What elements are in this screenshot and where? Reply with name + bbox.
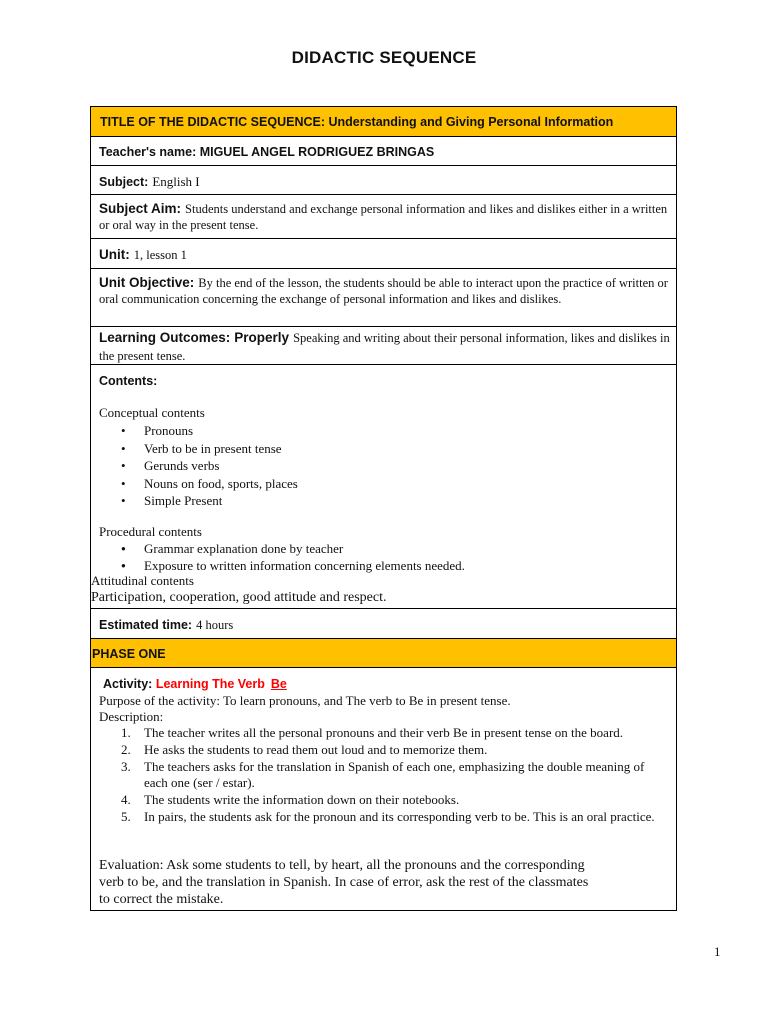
activity-steps-list <box>121 725 661 826</box>
estimated-time-row <box>91 609 676 639</box>
step-number: 5. <box>121 809 131 825</box>
activity-heading <box>103 677 287 691</box>
contents-label: Contents: <box>99 374 158 388</box>
list-item: • Pronouns <box>121 422 298 440</box>
unit-objective-row <box>91 269 676 327</box>
list-item: • Verb to be in present tense <box>121 440 298 458</box>
subject-label: Subject: <box>99 175 149 189</box>
subject-row <box>91 166 676 195</box>
unit-label: Unit: <box>99 247 130 262</box>
step-text: The teachers asks for the translation in Spanish of each one, emphasizing the double meaning of each one (ser / estar). <box>144 759 645 790</box>
list-item <box>121 792 661 808</box>
learning-outcomes-label: Learning Outcomes: <box>99 330 231 345</box>
attitudinal-contents-label: Attitudinal contents <box>91 573 194 588</box>
page-number: 1 <box>714 944 721 959</box>
page-title: DIDACTIC SEQUENCE <box>291 48 477 67</box>
subject-value: English I <box>152 174 200 189</box>
procedural-contents-list <box>121 540 465 574</box>
attitudinal-contents-text: Participation, cooperation, good attitude and respect. <box>91 590 387 605</box>
estimated-time-label: Estimated time: <box>99 618 193 632</box>
learning-outcomes-row <box>91 327 676 365</box>
sequence-title-row: TITLE OF THE DIDACTIC SEQUENCE: Understanding and Giving Personal Information <box>91 107 676 137</box>
step-number: 3. <box>121 759 131 775</box>
step-text: In pairs, the students ask for the pronoun and its corresponding verb to be. This is an oral practice. <box>144 809 655 825</box>
unit-row <box>91 239 676 269</box>
procedural-contents-label: Procedural contents <box>99 524 202 539</box>
subject-aim-value: Students understand and exchange personal information and likes and dislikes either in a written or oral way in the present tense. <box>99 202 668 232</box>
estimated-time-value: 4 hours <box>196 618 234 632</box>
list-item <box>121 759 661 791</box>
list-item <box>121 809 661 825</box>
evaluation-text: Evaluation: Ask some students to tell, by heart, all the pronouns and the corresponding verb to be, and the translation in Spanish. In case of error, ask the rest of the classmates to correct the mistake. <box>99 858 589 907</box>
conceptual-contents-label: Conceptual contents <box>99 405 205 420</box>
teacher-name-row: Teacher's name: MIGUEL ANGEL RODRIGUEZ BRINGAS <box>91 137 676 166</box>
unit-objective-label: Unit Objective: <box>99 275 195 290</box>
step-number: 4. <box>121 792 131 808</box>
subject-aim-label: Subject Aim: <box>99 201 182 216</box>
list-item: • Gerunds verbs <box>121 457 298 475</box>
phase-one-row: PHASE ONE <box>91 639 676 668</box>
unit-objective-value: By the end of the lesson, the students should be able to interact upon the practice of written or oral communication concerning the exchange of personal information and likes and dislikes. <box>99 276 668 306</box>
list-item: ● Exposure to written information concerning elements needed. <box>121 557 465 574</box>
activity-title-be: Be <box>270 677 287 691</box>
list-item: ● Grammar explanation done by teacher <box>121 540 465 557</box>
activity-purpose: Purpose of the activity: To learn pronouns, and The verb to Be in present tense. <box>99 693 511 708</box>
step-number: 2. <box>121 742 131 758</box>
description-label: Description: <box>99 709 164 724</box>
list-item <box>121 742 661 758</box>
unit-value: 1, lesson 1 <box>133 248 187 262</box>
step-text: He asks the students to read them out loud and to memorize them. <box>144 742 488 758</box>
list-item: • Simple Present <box>121 492 298 510</box>
activity-row <box>91 668 676 910</box>
learning-outcomes-value: Speaking and writing about their personal information, likes and dislikes in the present tense. <box>99 331 670 363</box>
activity-title <box>156 677 287 691</box>
list-item: • Nouns on food, sports, places <box>121 475 298 493</box>
step-text: The teacher writes all the personal pronouns and their verb Be in present tense on the board. <box>144 725 624 740</box>
step-text: The students write the information down on their notebooks. <box>144 792 460 808</box>
contents-row <box>91 365 676 609</box>
conceptual-contents-list <box>121 422 298 510</box>
subject-aim-row <box>91 195 676 239</box>
didactic-sequence-table <box>90 106 677 911</box>
activity-label: Activity: <box>103 677 153 691</box>
list-item <box>121 725 661 741</box>
step-number: 1. <box>121 725 131 740</box>
activity-title-text: Learning The Verb <box>155 677 265 691</box>
learning-outcomes-emphasis: Properly <box>234 330 290 345</box>
